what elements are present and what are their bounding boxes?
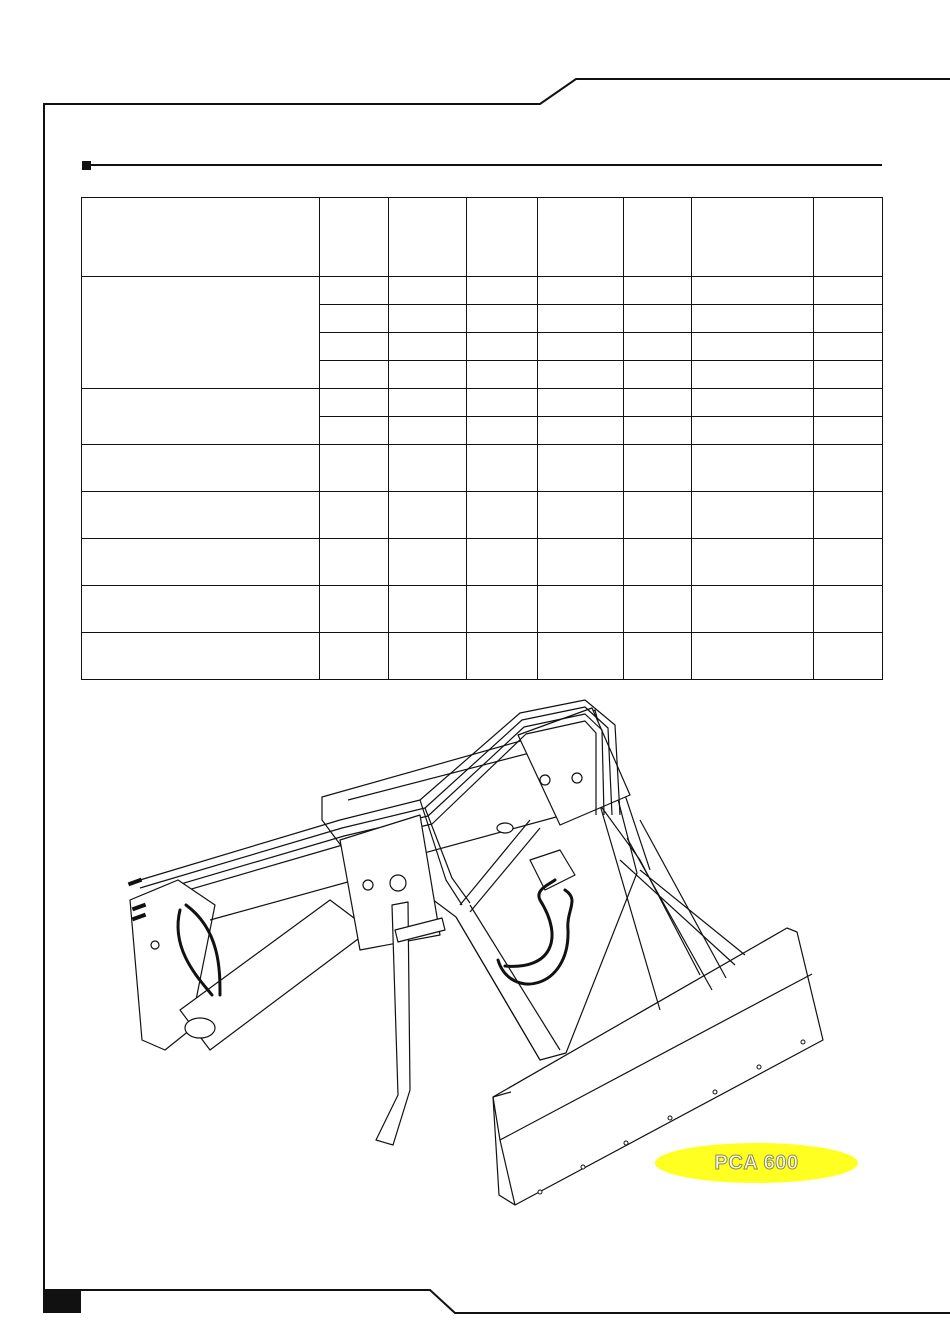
- model-badge-label: PCA 600: [714, 1151, 799, 1174]
- loader-side-plate: [130, 880, 370, 1050]
- model-badge: [655, 1143, 858, 1183]
